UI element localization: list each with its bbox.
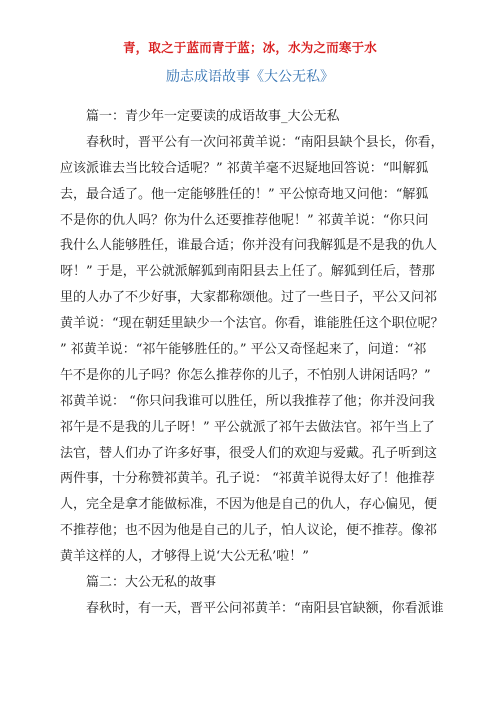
paragraph-line: 祁黄羊说： “你只问我谁可以胜任，所以我推荐了他；你并没问我 (60, 393, 435, 409)
paragraph-line: 法官，替人们办了许多好事，很受人们的欢迎与爱戴。孔子听到这 (60, 445, 438, 461)
document-title: 励志成语故事《大公无私》 (166, 69, 334, 85)
section-heading-1: 篇一：青少年一定要读的成语故事_大公无私 (86, 109, 340, 124)
paragraph-line: 祁午是不是我的儿子呀！” 平公就派了祁午去做法官。祁午当上了 (60, 419, 435, 435)
paragraph-line: 黄羊这样的人，才够得上说‘大公无私’啦！” (60, 549, 309, 565)
paragraph-line: 我什么人能够胜任，谁最合适；你并没有问我解狐是不是我的仇人 (60, 238, 438, 254)
paragraph-line: 里的人办了不少好事，大家都称颂他。过了一些日子，平公又问祁 (60, 290, 438, 306)
paragraph-line: 应该派谁去当比较合适呢？” 祁黄羊毫不迟疑地回答说：“叫解狐 (60, 160, 429, 176)
paragraph-line: 呀！” 于是，平公就派解狐到南阳县去上任了。解狐到任后，替那 (60, 264, 435, 280)
paragraph-line: 春秋时，晋平公有一次问祁黄羊说：“南阳县缺个县长，你看， (86, 134, 444, 150)
paragraph-line: 两件事，十分称赞祁黄羊。孔子说： “祁黄羊说得太好了！他推荐 (60, 471, 435, 487)
paragraph-line: ” 祁黄羊说：“祁午能够胜任的。” 平公又奇怪起来了，问道：“祁 (60, 342, 427, 358)
paragraph-line: 春秋时，有一天，晋平公问祁黄羊：“南阳县官缺额，你看派谁 (86, 600, 444, 616)
paragraph-line: 不推荐他；也不因为他是自己的儿子，怕人议论，便不推荐。像祁 (60, 523, 438, 539)
paragraph-line: 黄羊说：“现在朝廷里缺少一个法官。你看，谁能胜任这个职位呢？ (60, 316, 444, 332)
paragraph-line: 人，完全是拿才能做标准，不因为他是自己的仇人，存心偏见，便 (60, 497, 438, 513)
paragraph-line: 去，最合适了。他一定能够胜任的！” 平公惊奇地又问他：“解狐 (60, 186, 429, 202)
section-heading-2: 篇二：大公无私的故事 (86, 575, 217, 591)
paragraph-line: 不是你的仇人吗？你为什么还要推荐他呢！” 祁黄羊说：“你只问 (60, 212, 429, 228)
document-body (60, 104, 446, 622)
paragraph-line: 午不是你的儿子吗？你怎么推荐你的儿子，不怕别人讲闲话吗？” (60, 367, 431, 383)
header-motto: 青，取之于蓝而青于蓝；冰，水为之而寒于水 (122, 40, 377, 55)
